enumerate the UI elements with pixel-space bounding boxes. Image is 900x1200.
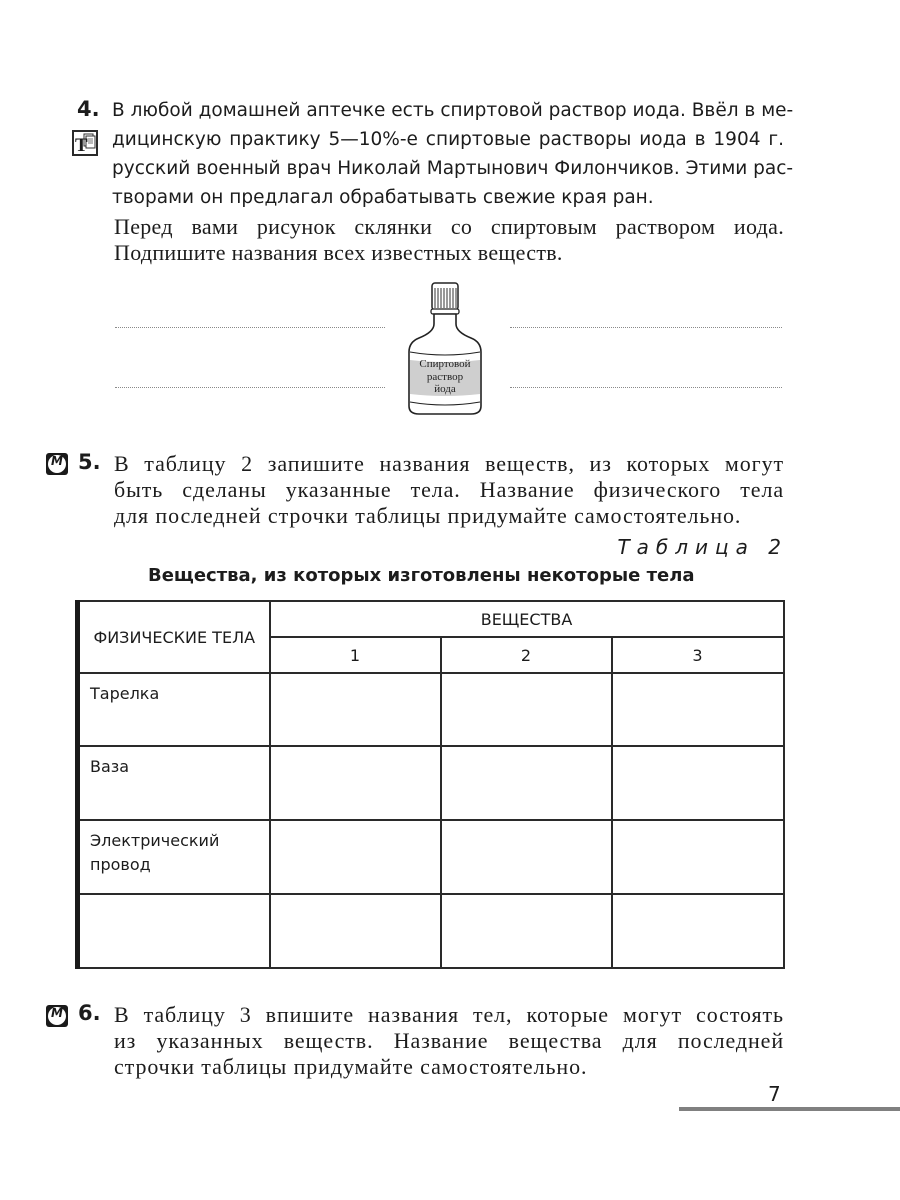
iodine-bottle-illustration	[405, 282, 485, 416]
row-label-line: провод	[90, 855, 151, 874]
table-caption: Таблица 2	[617, 535, 788, 559]
task-4-line: дицинскую практику 5—10%-е спиртовые растворы иода в 1904 г.	[112, 129, 784, 150]
task-4-text	[112, 96, 794, 212]
table-row	[78, 894, 784, 968]
task-4-line: В любой домашней аптечке есть спиртовой раствор иода. Ввёл в ме-	[112, 100, 794, 121]
task-6-line: из указанных веществ. Название вещества для последней	[114, 1028, 784, 1053]
row-label-line: Электрический	[90, 831, 220, 850]
bottle-label-line: Спиртовой	[419, 358, 471, 370]
table-row	[78, 820, 784, 894]
bottle-label	[405, 358, 485, 396]
answer-line-left-top[interactable]	[115, 327, 385, 328]
instruction-line: Перед вами рисунок склянки со спиртовым раствором иода.	[114, 214, 784, 239]
answer-cell[interactable]	[270, 746, 441, 820]
m-badge-icon: M	[46, 453, 68, 475]
substances-table	[75, 600, 785, 969]
task-4-line: творами он предлагал обрабатывать свежие края ран.	[112, 187, 654, 208]
table-row	[78, 746, 784, 820]
subheader-3: 3	[612, 637, 784, 673]
row-label-custom[interactable]	[78, 894, 270, 968]
page-footer-rule	[679, 1107, 900, 1111]
bottle-label-line: йода	[434, 383, 456, 395]
answer-cell[interactable]	[441, 746, 612, 820]
m-badge-icon: M	[46, 1005, 68, 1027]
answer-cell[interactable]	[612, 894, 784, 968]
task-6-number: 6.	[78, 1001, 101, 1025]
answer-cell[interactable]	[270, 820, 441, 894]
subheader-1: 1	[270, 637, 441, 673]
answer-line-right-top[interactable]	[510, 327, 782, 328]
task-6-line: В таблицу 3 впишите названия тел, которые могут состоять	[114, 1002, 784, 1027]
text-document-icon	[72, 130, 98, 156]
table-title: Вещества, из которых изготовлены некоторые тела	[148, 565, 695, 586]
instruction-line: Подпишите названия всех известных веществ.	[114, 240, 563, 265]
task-4-instruction	[114, 214, 784, 266]
answer-cell[interactable]	[612, 746, 784, 820]
subheader-2: 2	[441, 637, 612, 673]
row-label-electric-wire	[78, 820, 270, 894]
answer-cell[interactable]	[612, 820, 784, 894]
answer-cell[interactable]	[441, 820, 612, 894]
row-label-plate: Тарелка	[78, 673, 270, 746]
answer-cell[interactable]	[270, 894, 441, 968]
task-5-line: быть сделаны указанные тела. Название физического тела	[114, 477, 784, 502]
task-5-number: 5.	[78, 450, 101, 474]
task-5-line: В таблицу 2 запишите названия веществ, из которых могут	[114, 451, 784, 476]
table-row	[78, 673, 784, 746]
task-4-line: русский военный врач Николай Мартынович Филончиков. Этими рас-	[112, 158, 794, 179]
task-4-number: 4.	[77, 97, 100, 121]
page-number: 7	[768, 1082, 781, 1106]
task-6-text	[114, 1002, 784, 1080]
answer-cell[interactable]	[612, 673, 784, 746]
answer-cell[interactable]	[441, 673, 612, 746]
svg-text:T: T	[75, 135, 88, 154]
answer-cell[interactable]	[441, 894, 612, 968]
task-5-line: для последней строчки таблицы придумайте самостоятельно.	[114, 503, 742, 528]
header-physical-bodies: ФИЗИЧЕСКИЕ ТЕЛА	[78, 601, 270, 673]
answer-line-right-bottom[interactable]	[510, 387, 782, 388]
bottle-label-line: раствор	[426, 370, 464, 383]
task-5-text	[114, 451, 784, 529]
row-label-vase: Ваза	[78, 746, 270, 820]
header-substances: ВЕЩЕСТВА	[270, 601, 784, 637]
answer-cell[interactable]	[270, 673, 441, 746]
answer-line-left-bottom[interactable]	[115, 387, 385, 388]
task-6-line: строчки таблицы придумайте самостоятельно.	[114, 1054, 588, 1079]
